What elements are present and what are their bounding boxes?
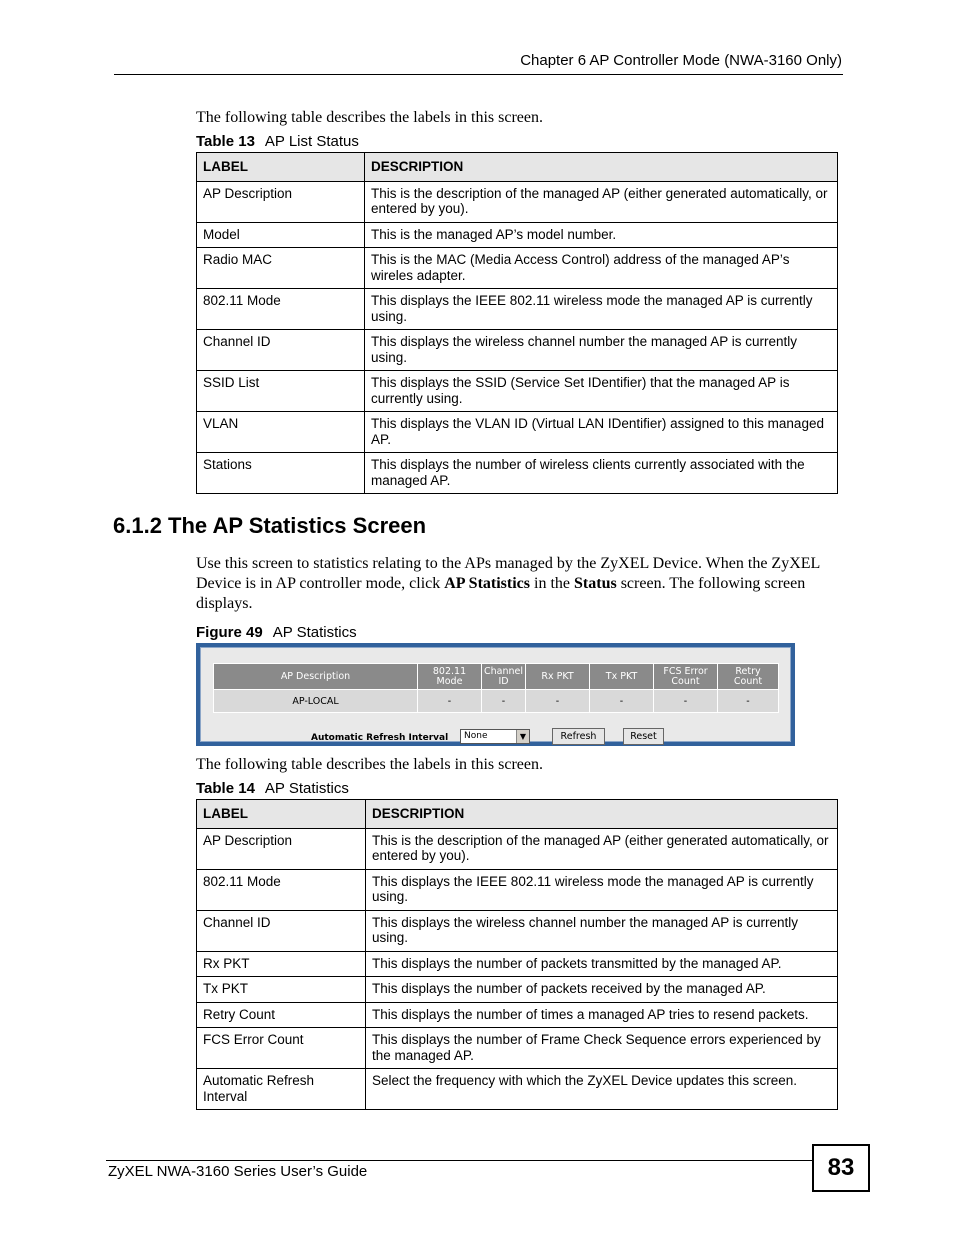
col-ap-description: AP Description [214, 664, 418, 690]
table14-caption [196, 780, 349, 797]
refresh-button[interactable]: Refresh [552, 728, 605, 745]
row-description: This displays the IEEE 802.11 wireless mode the managed AP is currently using. [366, 869, 838, 910]
table-row [197, 1069, 838, 1110]
intro-paragraph-1: The following table describes the labels in this screen. [196, 109, 544, 126]
guide-title: ZyXEL NWA-3160 Series User’s Guide [108, 1163, 368, 1180]
table-row [197, 828, 838, 869]
reset-button[interactable]: Reset [623, 728, 664, 745]
figure49-caption-number: Figure 49 [196, 624, 263, 641]
row-label: Rx PKT [197, 951, 366, 977]
row-description: This is the managed AP’s model number. [365, 222, 838, 248]
row-description: This displays the number of wireless clients currently associated with the managed AP. [365, 453, 838, 494]
paragraph-text: Use this screen to statistics relating to the APs managed by the ZyXEL Device. When the ZyXEL Device is in AP controller mode, click [196, 555, 820, 592]
ap-statistics-table [213, 663, 779, 713]
table-row [214, 690, 779, 713]
page-header [114, 50, 843, 75]
refresh-controls [201, 728, 790, 750]
row-label: Tx PKT [197, 977, 366, 1003]
table-row [197, 330, 838, 371]
table-row [197, 371, 838, 412]
col-fcs-error-count: FCS Error Count [654, 664, 718, 690]
row-label: FCS Error Count [197, 1028, 366, 1069]
row-description: This displays the wireless channel number the managed AP is currently using. [365, 330, 838, 371]
screenshot-panel [200, 647, 791, 742]
col-retry-count: Retry Count [718, 664, 779, 690]
section-paragraph [196, 554, 826, 614]
table13-caption [196, 133, 359, 150]
table-row [197, 181, 838, 222]
col-80211-mode: 802.11 Mode [418, 664, 482, 690]
table-row [197, 289, 838, 330]
col-channel-id: Channel ID [482, 664, 526, 690]
intro-paragraph-2: The following table describes the labels in this screen. [196, 756, 544, 773]
row-description: This displays the IEEE 802.11 wireless mode the managed AP is currently using. [365, 289, 838, 330]
row-description: This is the description of the managed AP (either generated automatically, or entered by you). [365, 181, 838, 222]
refresh-interval-select[interactable] [460, 729, 530, 744]
section-heading: 6.1.2 The AP Statistics Screen [113, 513, 427, 538]
table13 [196, 152, 838, 494]
paragraph-text: in the [530, 575, 575, 592]
row-label: Automatic Refresh Interval [197, 1069, 366, 1110]
row-label: Channel ID [197, 910, 366, 951]
chapter-title: Chapter 6 AP Controller Mode (NWA-3160 Only) [520, 52, 842, 69]
table-row [197, 910, 838, 951]
table-row [197, 412, 838, 453]
row-label: VLAN [197, 412, 365, 453]
table13-caption-title: AP List Status [264, 133, 359, 150]
table13-caption-number: Table 13 [196, 133, 255, 150]
cell-retry-count: - [718, 690, 779, 713]
table-row [197, 869, 838, 910]
paragraph-bold-status: Status [574, 575, 617, 592]
row-label: Radio MAC [197, 248, 365, 289]
row-label: Channel ID [197, 330, 365, 371]
page-number: 83 [812, 1144, 870, 1192]
row-label: Stations [197, 453, 365, 494]
row-description: This displays the number of packets received by the managed AP. [366, 977, 838, 1003]
row-label: 802.11 Mode [197, 289, 365, 330]
figure49-caption-title: AP Statistics [272, 624, 357, 641]
table-row [197, 222, 838, 248]
row-label: SSID List [197, 371, 365, 412]
row-description: Select the frequency with which the ZyXEL Device updates this screen. [366, 1069, 838, 1110]
cell-tx-pkt: - [590, 690, 654, 713]
row-description: This displays the wireless channel number the managed AP is currently using. [366, 910, 838, 951]
cell-ap-description: AP-LOCAL [214, 690, 418, 713]
paragraph-bold-ap-statistics: AP Statistics [444, 575, 531, 592]
table14-caption-number: Table 14 [196, 780, 255, 797]
refresh-interval-label: Automatic Refresh Interval [311, 733, 449, 743]
table-row [197, 1002, 838, 1028]
table-row [197, 1028, 838, 1069]
row-label: 802.11 Mode [197, 869, 366, 910]
page-footer [106, 1160, 812, 1180]
col-tx-pkt: Tx PKT [590, 664, 654, 690]
cell-fcs-error-count: - [654, 690, 718, 713]
row-description: This is the description of the managed AP (either generated automatically, or entered by you). [366, 828, 838, 869]
row-label: AP Description [197, 181, 365, 222]
row-description: This displays the VLAN ID (Virtual LAN IDentifier) assigned to this managed AP. [365, 412, 838, 453]
table14 [196, 799, 838, 1110]
table13-header-description: DESCRIPTION [365, 153, 838, 182]
row-description: This displays the SSID (Service Set IDentifier) that the managed AP is currently using. [365, 371, 838, 412]
paragraph-text: screen. The following screen displays. [196, 575, 806, 612]
cell-rx-pkt: - [526, 690, 590, 713]
row-label: Model [197, 222, 365, 248]
row-description: This displays the number of packets transmitted by the managed AP. [366, 951, 838, 977]
refresh-interval-value: None [464, 731, 488, 741]
table-row [197, 977, 838, 1003]
chevron-down-icon[interactable]: ▼ [516, 730, 529, 743]
table-row [197, 453, 838, 494]
table-row [197, 248, 838, 289]
ap-statistics-screenshot [196, 643, 795, 746]
table14-header-description: DESCRIPTION [366, 800, 838, 829]
cell-channel-id: - [482, 690, 526, 713]
row-label: AP Description [197, 828, 366, 869]
table-row [197, 951, 838, 977]
row-description: This is the MAC (Media Access Control) address of the managed AP’s wireles adapter. [365, 248, 838, 289]
row-description: This displays the number of times a managed AP tries to resend packets. [366, 1002, 838, 1028]
table13-header-label: LABEL [197, 153, 365, 182]
figure49-caption [196, 624, 357, 641]
table14-caption-title: AP Statistics [264, 780, 349, 797]
col-rx-pkt: Rx PKT [526, 664, 590, 690]
row-description: This displays the number of Frame Check Sequence errors experienced by the managed AP. [366, 1028, 838, 1069]
cell-80211-mode: - [418, 690, 482, 713]
row-label: Retry Count [197, 1002, 366, 1028]
table14-header-label: LABEL [197, 800, 366, 829]
